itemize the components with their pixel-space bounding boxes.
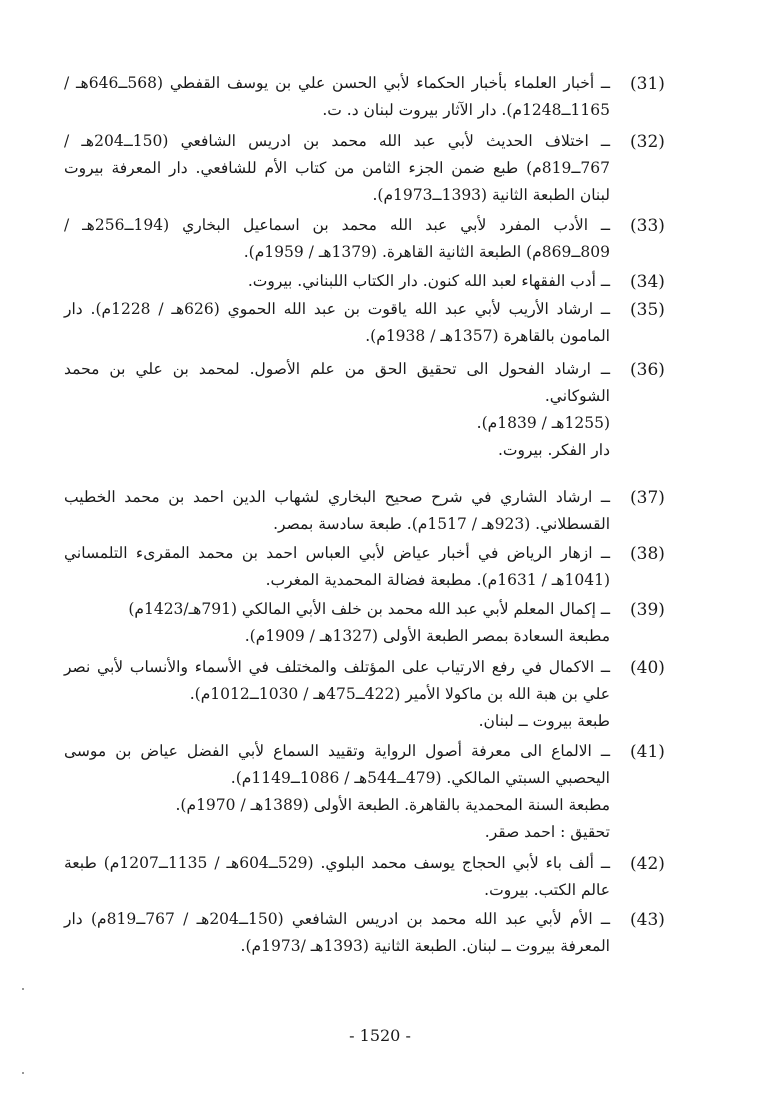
entry-text xyxy=(64,540,610,594)
entry-text xyxy=(64,356,610,464)
entry-number: (34) xyxy=(630,272,665,292)
entry-text xyxy=(64,212,610,266)
entry-number: (43) xyxy=(630,910,665,930)
entry-number: (38) xyxy=(630,544,665,564)
entry-text xyxy=(64,70,610,124)
entry-line: مطبعة السعادة بمصر الطبعة الأولى (1327هـ / 1909م). xyxy=(244,627,610,645)
entry-number: (42) xyxy=(630,854,665,874)
entry-line: ــ ارشاد الشاري في شرح صحيح البخاري لشهاب الدين احمد بن محمد الخطيب القسطلاني. (923هـ / 1517م). طبعة سادسة بمصر. xyxy=(64,488,610,533)
scan-speck xyxy=(22,988,24,990)
entry-text xyxy=(64,268,610,295)
entry-number: (32) xyxy=(630,132,665,152)
entry-line: ــ أدب الفقهاء لعبد الله كنون. دار الكتاب اللبناني. بيروت. xyxy=(247,272,610,290)
entry-number: (40) xyxy=(630,658,665,678)
entry-number: (41) xyxy=(630,742,665,762)
entry-text xyxy=(64,128,610,209)
entry-line: ــ ارشاد الفحول الى تحقيق الحق من علم الأصول. لمحمد بن علي بن محمد الشوكاني. xyxy=(64,360,610,405)
page-number: - 1520 - xyxy=(349,1026,411,1045)
entry-text xyxy=(64,850,610,904)
entry-line: ــ الاكمال في رفع الارتياب على المؤتلف والمختلف في الأسماء والأنساب لأبي نصر علي بن هبة الله بن ماكولا الأمير (422ــ475هـ / 1030ــ1012م). xyxy=(64,658,610,703)
entry-number: (36) xyxy=(630,360,665,380)
entry-line: (1255هـ / 1839م). xyxy=(476,414,610,432)
entry-line: ــ إكمال المعلم لأبي عبد الله محمد بن خلف الأبي المالكي (791هـ/1423م) xyxy=(128,600,610,618)
entry-line: ــ الالماع الى معرفة أصول الرواية وتقييد السماع لأبي الفضل عياض بن موسى اليحصبي السبتي المالكي. (479ــ544هـ / 1086ــ1149م). xyxy=(64,742,610,787)
entry-text xyxy=(64,654,610,735)
entry-line: دار الفكر. بيروت. xyxy=(497,441,610,459)
entry-line: ــ أخبار العلماء بأخبار الحكماء لأبي الحسن علي بن يوسف القفطي (568ــ646هـ / 1165ــ1248م). دار الآثار بيروت لبنان د. ت. xyxy=(64,74,610,119)
entry-number: (31) xyxy=(630,74,665,94)
entry-line: طبعة بيروت ــ لبنان. xyxy=(478,712,610,730)
entry-text xyxy=(64,596,610,650)
entry-text xyxy=(64,738,610,846)
entry-number: (39) xyxy=(630,600,665,620)
scan-speck xyxy=(22,1072,24,1074)
entry-line: ــ الأدب المفرد لأبي عبد الله محمد بن اسماعيل البخاري (194ــ256هـ / 809ــ869م) الطبعة الثانية القاهرة. (1379هـ / 1959م). xyxy=(64,216,610,261)
entry-line: ــ اختلاف الحديث لأبي عبد الله محمد بن ادريس الشافعي (150ــ204هـ / 767ــ819م) طبع ضمن الجزء الثامن من كتاب الأم للشافعي. دار المعرفة بيروت لبنان الطبعة الثانية (1393ــ1973م). xyxy=(64,132,610,204)
entry-line: ــ ازهار الرياض في أخبار عياض لأبي العباس احمد بن محمد المقرىء التلمساني (1041هـ / 1631م). مطبعة فضالة المحمدية المغرب. xyxy=(64,544,610,589)
entry-number: (37) xyxy=(630,488,665,508)
entry-text xyxy=(64,906,610,960)
entry-line: ــ الأم لأبي عبد الله محمد بن ادريس الشافعي (150ــ204هـ / 767ــ819م) دار المعرفة بيروت ــ لبنان. الطبعة الثانية (1393هـ /1973م). xyxy=(64,910,610,955)
entry-text xyxy=(64,484,610,538)
entry-number: (35) xyxy=(630,300,665,320)
entry-number: (33) xyxy=(630,216,665,236)
entry-line: مطبعة السنة المحمدية بالقاهرة. الطبعة الأولى (1389هـ / 1970م). xyxy=(175,796,610,814)
entry-line: ــ ألف باء لأبي الحجاج يوسف محمد البلوي. (529ــ604هـ / 1135ــ1207م) طبعة عالم الكتب. بيروت. xyxy=(64,854,610,899)
entry-line: ــ ارشاد الأريب لأبي عبد الله ياقوت بن عبد الله الحموي (626هـ / 1228م). دار المامون بالقاهرة (1357هـ / 1938م). xyxy=(64,300,610,345)
entry-line: تحقيق : احمد صقر. xyxy=(484,823,610,841)
entry-text xyxy=(64,296,610,350)
